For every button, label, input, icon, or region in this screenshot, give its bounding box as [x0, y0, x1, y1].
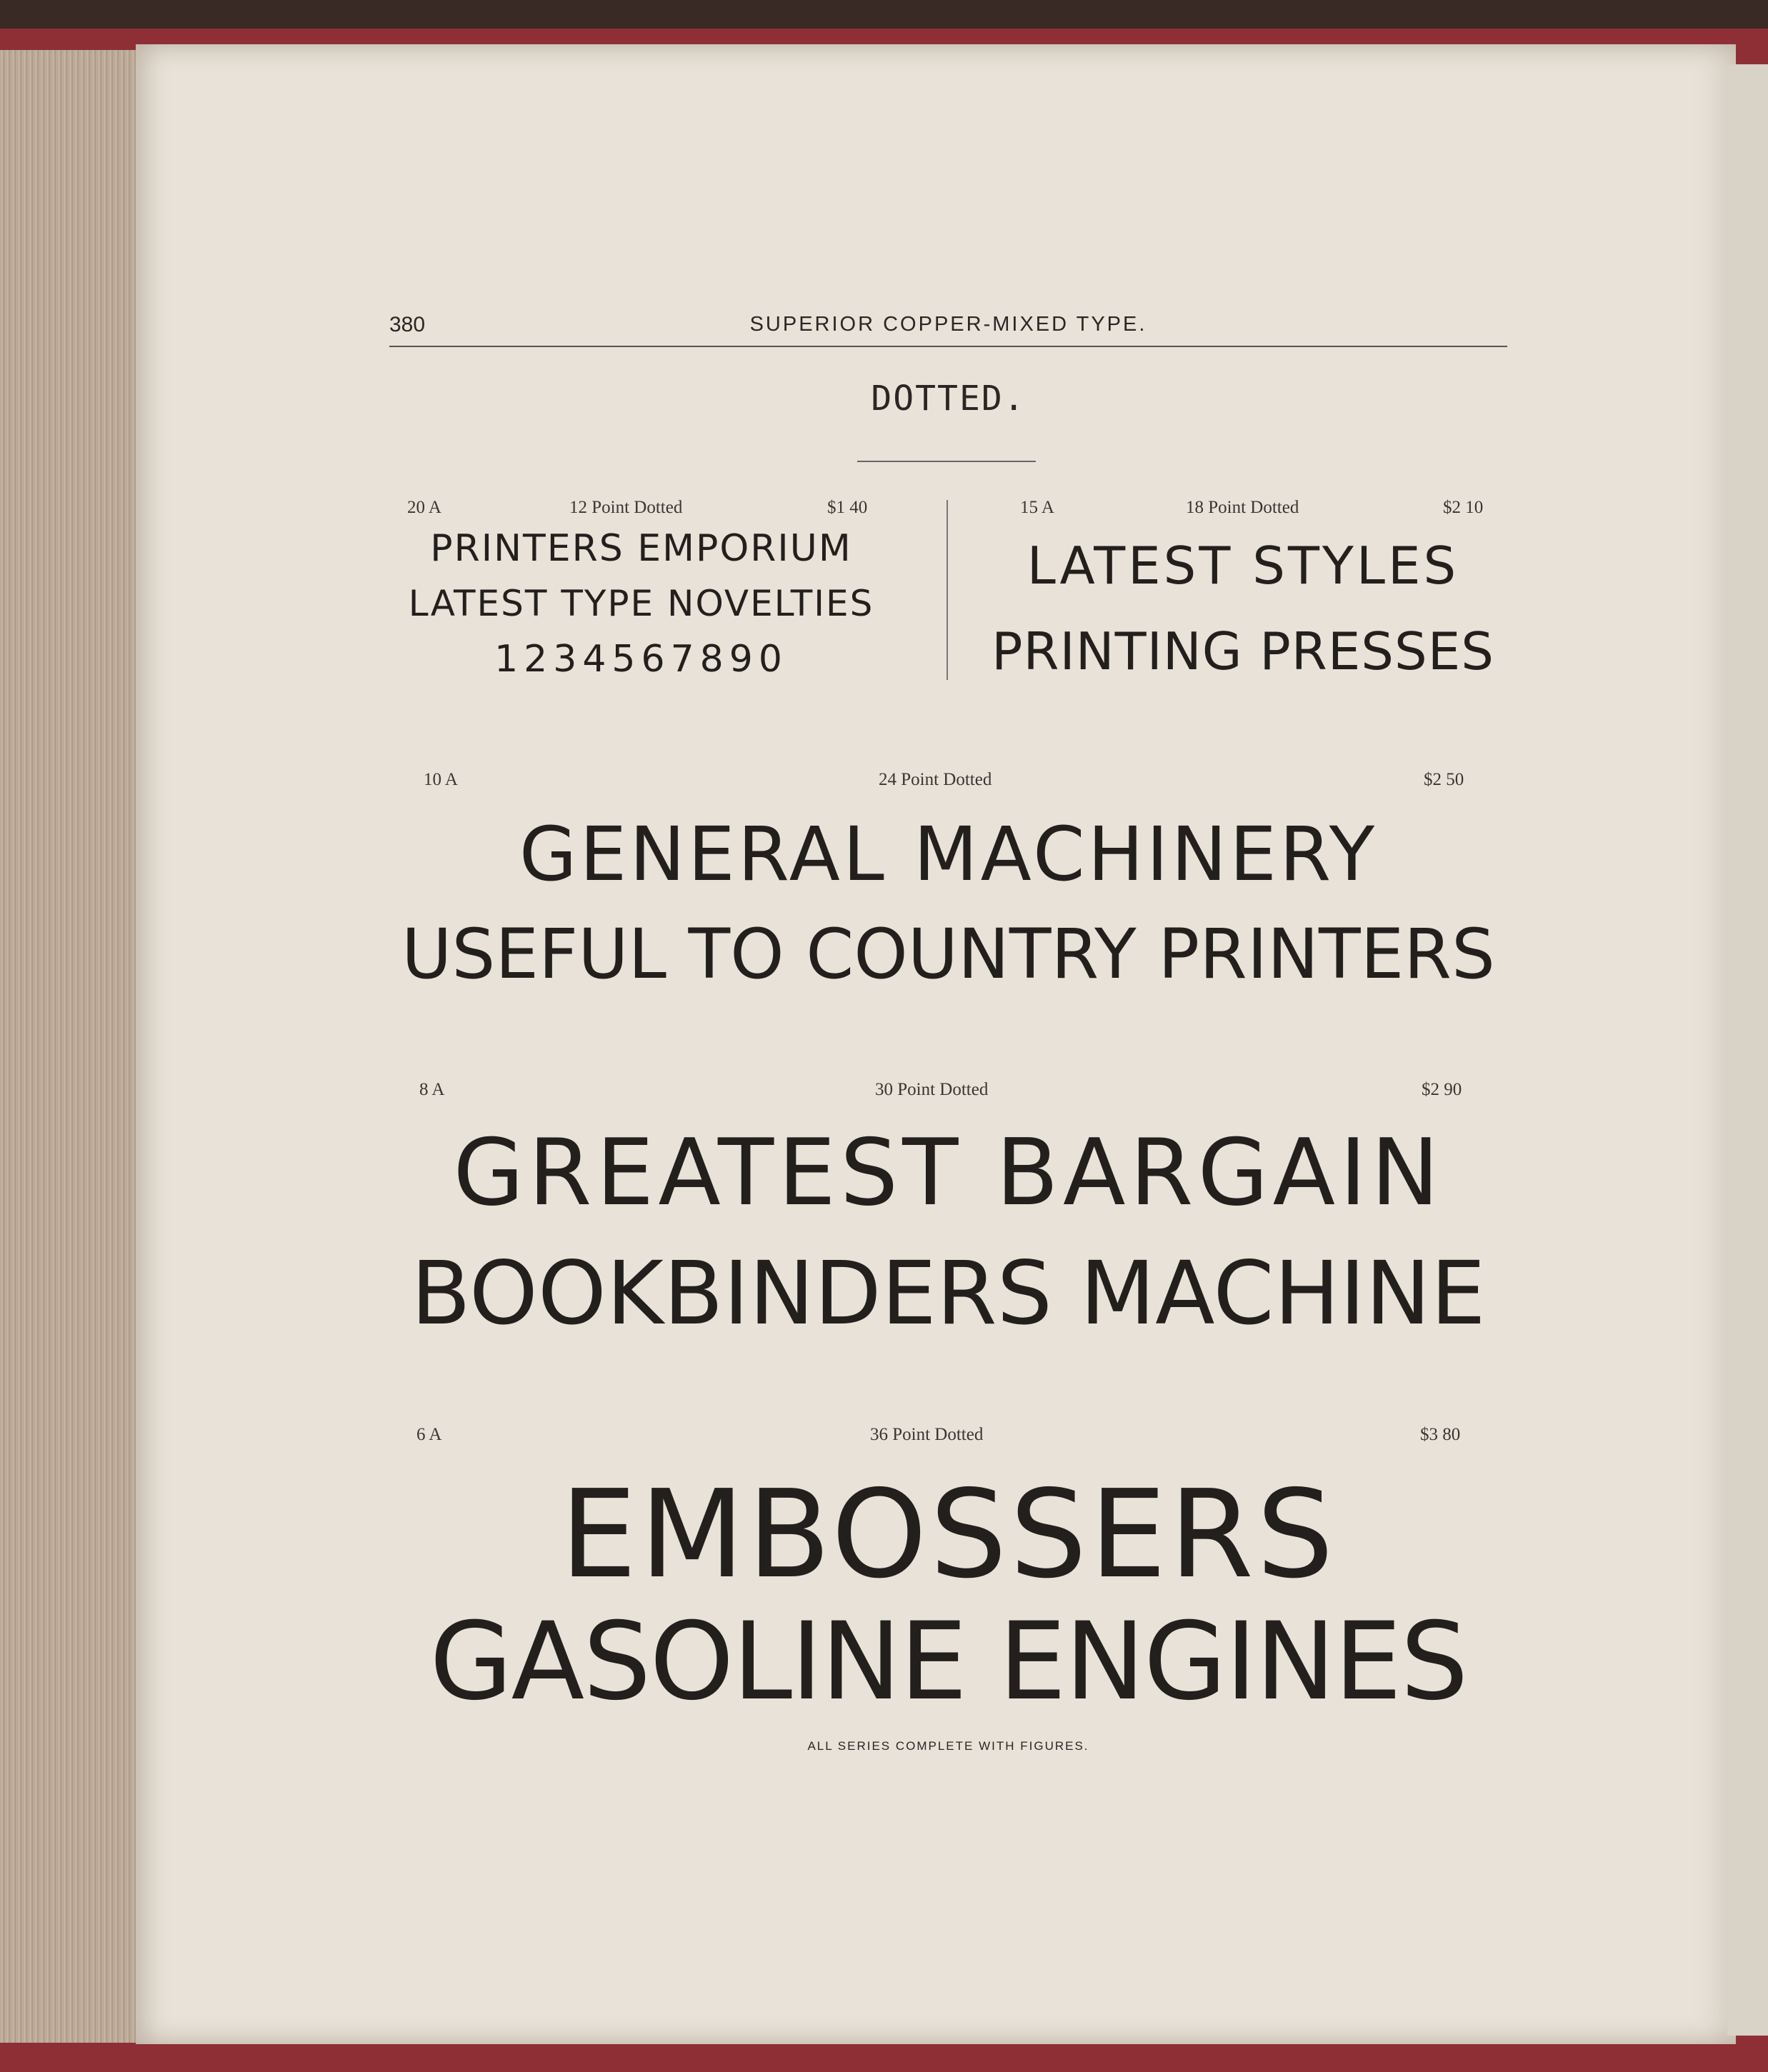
specimen-12-line-3: 1234567890 [494, 638, 788, 681]
specimen-18-line-1: LATEST STYLES [1027, 536, 1459, 596]
specimen-36-line-1: EMBOSSERS [560, 1464, 1337, 1606]
specimen-30-label: 30 Point Dotted [875, 1080, 989, 1099]
specimen-36-price: $3 80 [1420, 1425, 1461, 1444]
specimen-30-line-1: GREATEST BARGAIN [453, 1120, 1444, 1226]
section-title: DOTTED. [871, 379, 1026, 419]
specimen-18-line-2: PRINTING PRESSES [992, 621, 1494, 681]
column-divider [947, 500, 948, 680]
specimen-30-line-2: BOOKBINDERS MACHINE [411, 1243, 1486, 1344]
specimen-12-quantity: 20 A [407, 498, 441, 517]
specimen-24-line-1: GENERAL MACHINERY [519, 811, 1378, 898]
specimen-18-label: 18 Point Dotted [1186, 498, 1299, 517]
page-edges [0, 50, 143, 2043]
specimen-12-price: $1 40 [827, 498, 868, 517]
specimen-24-price: $2 50 [1424, 770, 1464, 789]
specimen-30-quantity: 8 A [419, 1080, 445, 1099]
running-head: SUPERIOR COPPER-MIXED TYPE. [749, 313, 1147, 336]
page-number: 380 [389, 313, 426, 336]
specimen-12-line-2: LATEST TYPE NOVELTIES [408, 583, 874, 624]
specimen-18-quantity: 15 A [1020, 498, 1054, 517]
specimen-30-price: $2 90 [1422, 1080, 1462, 1099]
next-page-edge [1727, 64, 1768, 2036]
specimen-36-label: 36 Point Dotted [870, 1425, 984, 1444]
next-page-bleed [1727, 564, 1733, 617]
specimen-18-price: $2 10 [1443, 498, 1484, 517]
specimen-12-label: 12 Point Dotted [569, 498, 683, 517]
footer-note: ALL SERIES COMPLETE WITH FIGURES. [807, 1739, 1089, 1753]
specimen-12-line-1: PRINTERS EMPORIUM [430, 527, 852, 570]
page-header [389, 309, 1507, 347]
specimen-24-label: 24 Point Dotted [879, 770, 992, 789]
specimen-24-line-2: USEFUL TO COUNTRY PRINTERS [401, 914, 1495, 994]
title-rule [857, 461, 1036, 462]
specimen-36-quantity: 6 A [416, 1425, 442, 1444]
specimen-36-line-2: GASOLINE ENGINES [429, 1600, 1467, 1724]
specimen-24-quantity: 10 A [424, 770, 458, 789]
